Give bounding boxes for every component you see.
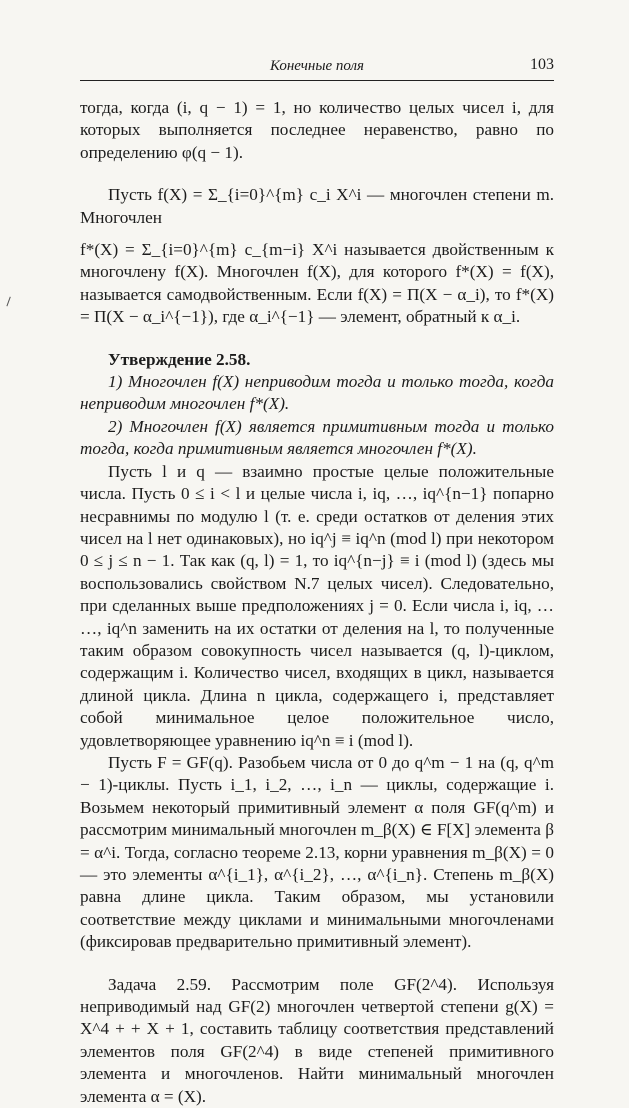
- paragraph-cycles: Пусть l и q — взаимно простые целые положительные числа. Пусть 0 ≤ i < l и целые числа i, iq, …, iq^{n−1} попарно несравнимы по модулю l (т. е. среди остатков от деления этих чисел на l нет одинаковых), но iq^j ≡ iq^n (mod l) при некотором 0 ≤ j ≤ n − 1. Так как (q, l) = 1, то iq^{n−j} ≡ i (mod l) (здесь мы воспользовались свойством N.7 целых чисел). Следовательно, при сделанных выше предположениях j = 0. Если числа i, iq, … …, iq^n заменить на их остатки от деления на l, то полученные таким образом совокупность чисел называется (q, l)-циклом, содержащим i. Количество чисел, входящих в цикл, называется длиной цикла. Длина n цикла, содержащего i, представляет собой минимальное целое положительное число, удовлетворяющее уравнению iq^n ≡ i (mod l).: [80, 461, 554, 750]
- page-body: [80, 97, 554, 1108]
- paragraph-continuation: тогда, когда (i, q − 1) = 1, но количество целых чисел i, для которых выполняется последнее неравенство, равно по определению φ(q − 1).: [80, 98, 554, 162]
- statement-part-2: 2) Многочлен f(X) является примитивным тогда и только тогда, когда примитивным является многочлен f*(X).: [80, 416, 554, 459]
- paragraph-polynomial-definition: Пусть f(X) = Σ_{i=0}^{m} c_i X^i — многочлен степени m. Многочлен: [80, 185, 554, 227]
- statement-part-1: 1) Многочлен f(X) неприводим тогда и только тогда, когда неприводим многочлен f*(X).: [80, 372, 554, 414]
- margin-mark: [6, 297, 13, 308]
- page-number: 103: [530, 56, 554, 73]
- problem-2-59: Задача 2.59. Рассмотрим поле GF(2^4). Используя неприводимый над GF(2) многочлен четвертой степени g(X) = X^4 + + X + 1, составить таблицу соответствия представлений элементов поля GF(2^4) в виде степеней примитивного элемента и многочленов. Найти минимальный многочлен элемента α = (X).: [80, 974, 554, 1106]
- page-header: [80, 56, 554, 81]
- running-title: Конечные поля: [269, 58, 365, 74]
- paragraph-dual-polynomial: f*(X) = Σ_{i=0}^{m} c_{m−i} X^i называется двойственным к многочлену f(X). Многочлен f(X), для которого f*(X) = f(X), называется самодвойственным. Если f(X) = Π(X − α_i), то f*(X) = Π(X − α_i^{−1}), где α_i^{−1} — элемент, обратный к α_i.: [80, 240, 554, 327]
- paragraph-minimal-polynomials: Пусть F = GF(q). Разобьем числа от 0 до q^m − 1 на (q, q^m − 1)-циклы. Пусть i_1, i_2, …, i_n — циклы, содержащие i. Возьмем некоторый примитивный элемент α поля GF(q^m) и рассмотрим минимальный многочлен m_β(X) ∈ F[X] элемента β = α^i. Тогда, согласно теореме 2.13, корни уравнения m_β(X) = 0 — это элементы α^{i_1}, α^{i_2}, …, α^{i_n}. Степень m_β(X) равна длине цикла. Таким образом, мы установили соответствие между циклами и минимальными многочленами (фиксировав предварительно примитивный элемент).: [80, 752, 554, 952]
- statement-heading: Утверждение 2.58.: [108, 349, 251, 369]
